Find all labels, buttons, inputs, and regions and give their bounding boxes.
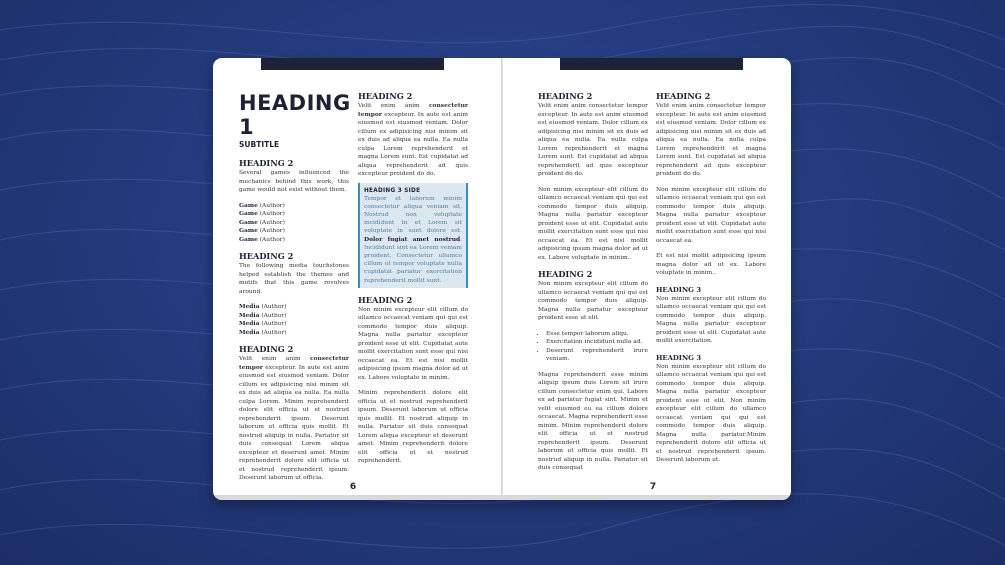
paragraph: Velit enim anim consectetur tempor excepteur. In aute est anim eiusmod est eiusmod veniam. Dolor cillum ex adipisicing nisi minim sit ex duis ad aliqua ea nulla. Ea nulla culpa Lorem. Minim reprehenderit dolore elit officia ut et nostrud reprehenderit ipsum. Deserunt laborum ut officia quis mollit. Et nostrud aliquip in nulla. Pariatur sit duis consequat Lorem aliqua excepteur et deserunt amet. Minim reprehenderit dolore elit officia ut et nostrud reprehenderit ipsum. Deserunt laborum ut officia. — [239, 355, 349, 481]
paragraph: Minim reprehenderit dolore elit officia ut et nostrud reprehenderit ipsum. Deserunt laborum ut officia quis mollit. Et nostrud aliquip in nulla. Pariatur sit duis consequat Lorem aliqua excepteur et deserunt amet. Minim reprehenderit dolore elit officia ut et nostrud reprehenderit. — [358, 390, 468, 465]
section-heading: HEADING 2 — [358, 91, 413, 101]
sidebar-body: Tempor et laborum minim consectetur aliqua veniam sit. Nostrud non voluptate incididunt in et Lorem sit voluptate in sunt dolore est. Dolor fugiat amet nostrud. Incididunt sint ea Lorem veniam proident. Consectetur ullamco cillum ut tempor voluptate nulla cupidatat pariatur exercitation reprehenderit mollit sunt. — [364, 195, 462, 284]
right-page-column-1 — [538, 91, 648, 473]
section-heading: HEADING 2 — [538, 269, 593, 279]
right-page-column-2 — [656, 91, 766, 465]
sidebar-box — [358, 183, 468, 288]
section-heading: HEADING 2 — [239, 251, 294, 261]
right-page — [503, 58, 791, 500]
section-heading: HEADING 2 — [538, 91, 593, 101]
left-page — [213, 58, 501, 500]
credit-line: Game (Author) — [239, 210, 285, 217]
sidebar-title: HEADING 3 SIDE — [364, 187, 421, 194]
credit-line: Media (Author) — [239, 320, 287, 327]
heading-1: HEADING 1 — [239, 91, 351, 139]
paragraph: Magna reprehenderit esse minim aliquip ipsum duis Lorem sit irure cillum consectetur enim qui. Labore ex ad pariatur fugiat sint. Minim et velit eiusmod eu ea cillum dolore occaecat. Magna reprehenderit esse minim. Minim reprehenderit dolore elit officia ut et nostrud reprehenderit ipsum. Deserunt laborum ut officia quis mollit. Et nostrud aliquip in nulla. Pariatur sit duis consequat — [538, 371, 648, 471]
credit-line: Game (Author) — [239, 227, 285, 234]
credit-line: Game (Author) — [239, 201, 285, 209]
credit-line: Media (Author) — [239, 311, 287, 319]
bullet-list — [538, 330, 648, 364]
credit-line: Game (Author) — [239, 235, 285, 243]
paragraph: Several games influenced the mechanics behind this work, this game would not exist without them. — [239, 170, 349, 193]
paragraph: Non minim excepteur elit cillum do ullamco occaecat veniam qui qui est commodo tempor duis aliquip. Magna nulla pariatur excepteur proident esse ut elit. Cupidatat aute mollit exercitation sunt esse qui nisi occaecat ea. — [656, 186, 766, 244]
paragraph: Non minim excepteur elit cillum do ullamco occaecat veniam qui qui est commodo tempor duis aliquip. Magna nulla pariatur excepteur proident esse ut elit. Cupidatat aute mollit exercitation sunt esse qui nisi occaecat ea. Et est nisi mollit adipisicing ipsum magna dolor ad ut ex. Labore voluptate in minim.. — [538, 186, 648, 261]
subtitle: SUBTITLE — [239, 140, 280, 149]
subsection-heading: HEADING 3 — [656, 285, 702, 294]
left-page-column-1 — [239, 91, 349, 483]
section-heading: HEADING 2 — [358, 294, 413, 305]
credit-line: Media (Author) — [239, 328, 287, 336]
paragraph: Non minim excepteur elit cillum do ullamco occaecat veniam qui qui est commodo tempor duis aliquip. Magna nulla pariatur excepteur proident esse ut elit. Cupidatat aute mollit exercitation. — [656, 295, 766, 344]
credit-line: Game (Author) — [239, 218, 285, 226]
list-item: • Deserunt reprehenderit irure veniam. — [546, 347, 648, 364]
page-number: 7 — [649, 482, 657, 492]
credit-line: Media (Author) — [239, 303, 287, 310]
paragraph: Et est nisi mollit adipisicing ipsum magna dolor ad ut ex. Labore voluptate in minim.. — [656, 253, 766, 276]
book-bottom-edge — [213, 495, 791, 500]
open-book-spread — [213, 58, 791, 500]
paragraph: Velit enim anim consectetur tempor excepteur. In aute est anim eiusmod est eiusmod veniam. Dolor cillum ex adipisicing nisi minim sit ex duis ad aliqua ea nulla. Ea nulla culpa Lorem reprehenderit et magna Lorem sunt. Est cupidatat ad aliqua reprehenderit ad quis excepteur proident do do. — [656, 103, 766, 177]
paragraph: The following media touchstones helped establish the themes and motifs that this game revolves around. — [239, 263, 349, 295]
list-item: • Exercitation incididunt nulla ad. — [546, 338, 648, 347]
paragraph: Non minim excepteur elit cillum do ullamco occaecat veniam qui qui est commodo tempor duis aliquip. Magna nulla pariatur excepteur proident esse ut elit. Cupidatat aute mollit exercitation sunt esse qui nisi occaecat ea. Et est nisi mollit adipisicing ipsum magna dolor ad ut ex. Labore voluptate in minim. — [358, 306, 468, 381]
section-heading: HEADING 2 — [239, 158, 294, 168]
list-item: • Esse tempor laborum aliqu. — [546, 330, 648, 339]
section-heading: HEADING 2 — [239, 344, 294, 354]
page-number: 6 — [349, 482, 357, 492]
left-page-column-2 — [358, 91, 468, 466]
paragraph: Velit enim anim consectetur tempor excepteur. In aute est anim eiusmod est eiusmod veniam. Dolor cillum ex adipisicing nisi minim sit ex duis ad aliqua ea nulla. Ea nulla culpa Lorem reprehenderit et magna Lorem sunt. Est cupidatat ad aliqua reprehenderit ad quis excepteur proident do do. — [538, 103, 648, 177]
section-heading: HEADING 2 — [656, 91, 711, 101]
paragraph: Non minim excepteur elit cillum do ullamco occaecat veniam qui qui est commodo tempor duis aliquip. Magna nulla pariatur excepteur proident esse ut elit. Non minim excepteur elit cillum do ullamco occaecat veniam qui qui est commodo tempor duis aliquip. Magna nulla pariatur.Minim reprehenderit dolore elit officia ut et nostrud reprehenderit ipsum. Deserunt laborum ut. — [656, 363, 766, 463]
paragraph: Velit enim anim consectetur tempor excepteur. In aute est anim eiusmod est eiusmod veniam. Dolor cillum ex adipisicing nisi minim sit ex duis ad aliqua ea nulla. Ea nulla culpa Lorem reprehenderit et magna Lorem sunt. Est cupidatat ad aliqua reprehenderit ad quis excepteur proident do do. — [358, 102, 468, 177]
paragraph: Non minim excepteur elit cillum do ullamco occaecat veniam qui qui est commodo tempor duis aliquip. Magna nulla pariatur excepteur proident esse ut elit. — [538, 281, 648, 321]
subsection-heading: HEADING 3 — [656, 353, 702, 362]
